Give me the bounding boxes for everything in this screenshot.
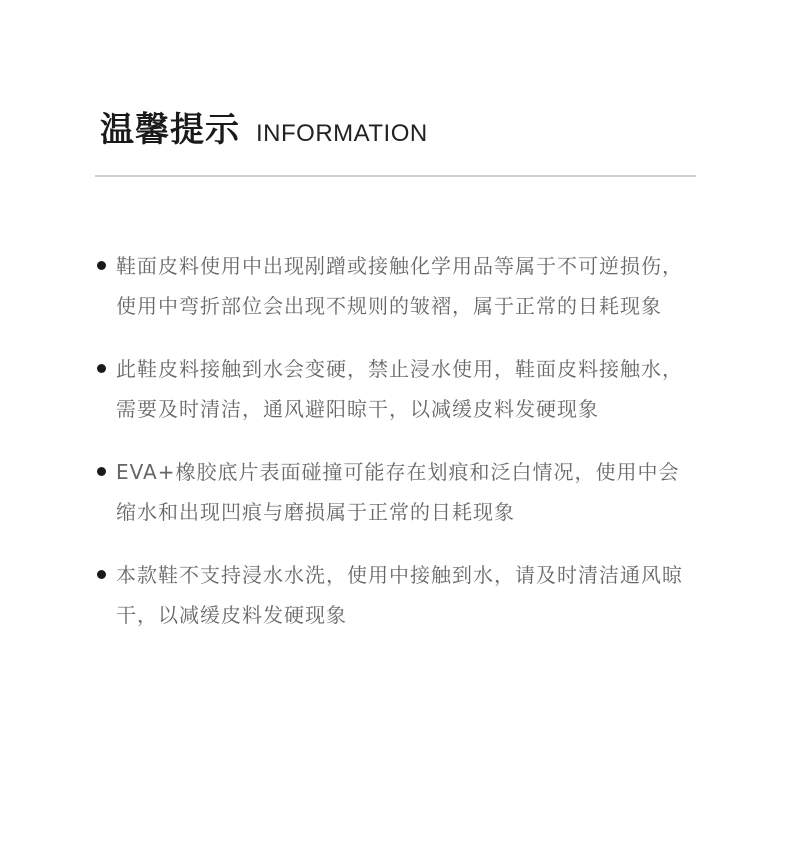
list-item xyxy=(96,246,696,326)
notice-text: 此鞋皮料接触到水会变硬，禁止浸水使用，鞋面皮料接触水，需要及时清洁，通风避阳晾干，以减缓皮料发硬现象 xyxy=(116,357,683,421)
page-header xyxy=(100,102,428,151)
list-item xyxy=(96,555,696,635)
page-subtitle: INFORMATION xyxy=(256,120,428,147)
page-title: 温馨提示 xyxy=(100,110,240,150)
notice-text: 鞋面皮料使用中出现剐蹭或接触化学用品等属于不可逆损伤，使用中弯折部位会出现不规则的皱褶，属于正常的日耗现象 xyxy=(116,254,683,318)
notice-text: EVA+橡胶底片表面碰撞可能存在划痕和泛白情况，使用中会缩水和出现凹痕与磨损属于正常的日耗现象 xyxy=(116,460,680,524)
list-item xyxy=(96,349,696,429)
bullet-icon xyxy=(97,261,106,270)
bullet-icon xyxy=(97,364,106,373)
header-divider xyxy=(95,175,696,177)
bullet-icon xyxy=(97,570,106,579)
list-item xyxy=(96,452,696,532)
notice-list xyxy=(96,246,696,658)
bullet-icon xyxy=(97,467,106,476)
notice-text: 本款鞋不支持浸水水洗，使用中接触到水，请及时清洁通风晾干，以减缓皮料发硬现象 xyxy=(116,563,683,627)
